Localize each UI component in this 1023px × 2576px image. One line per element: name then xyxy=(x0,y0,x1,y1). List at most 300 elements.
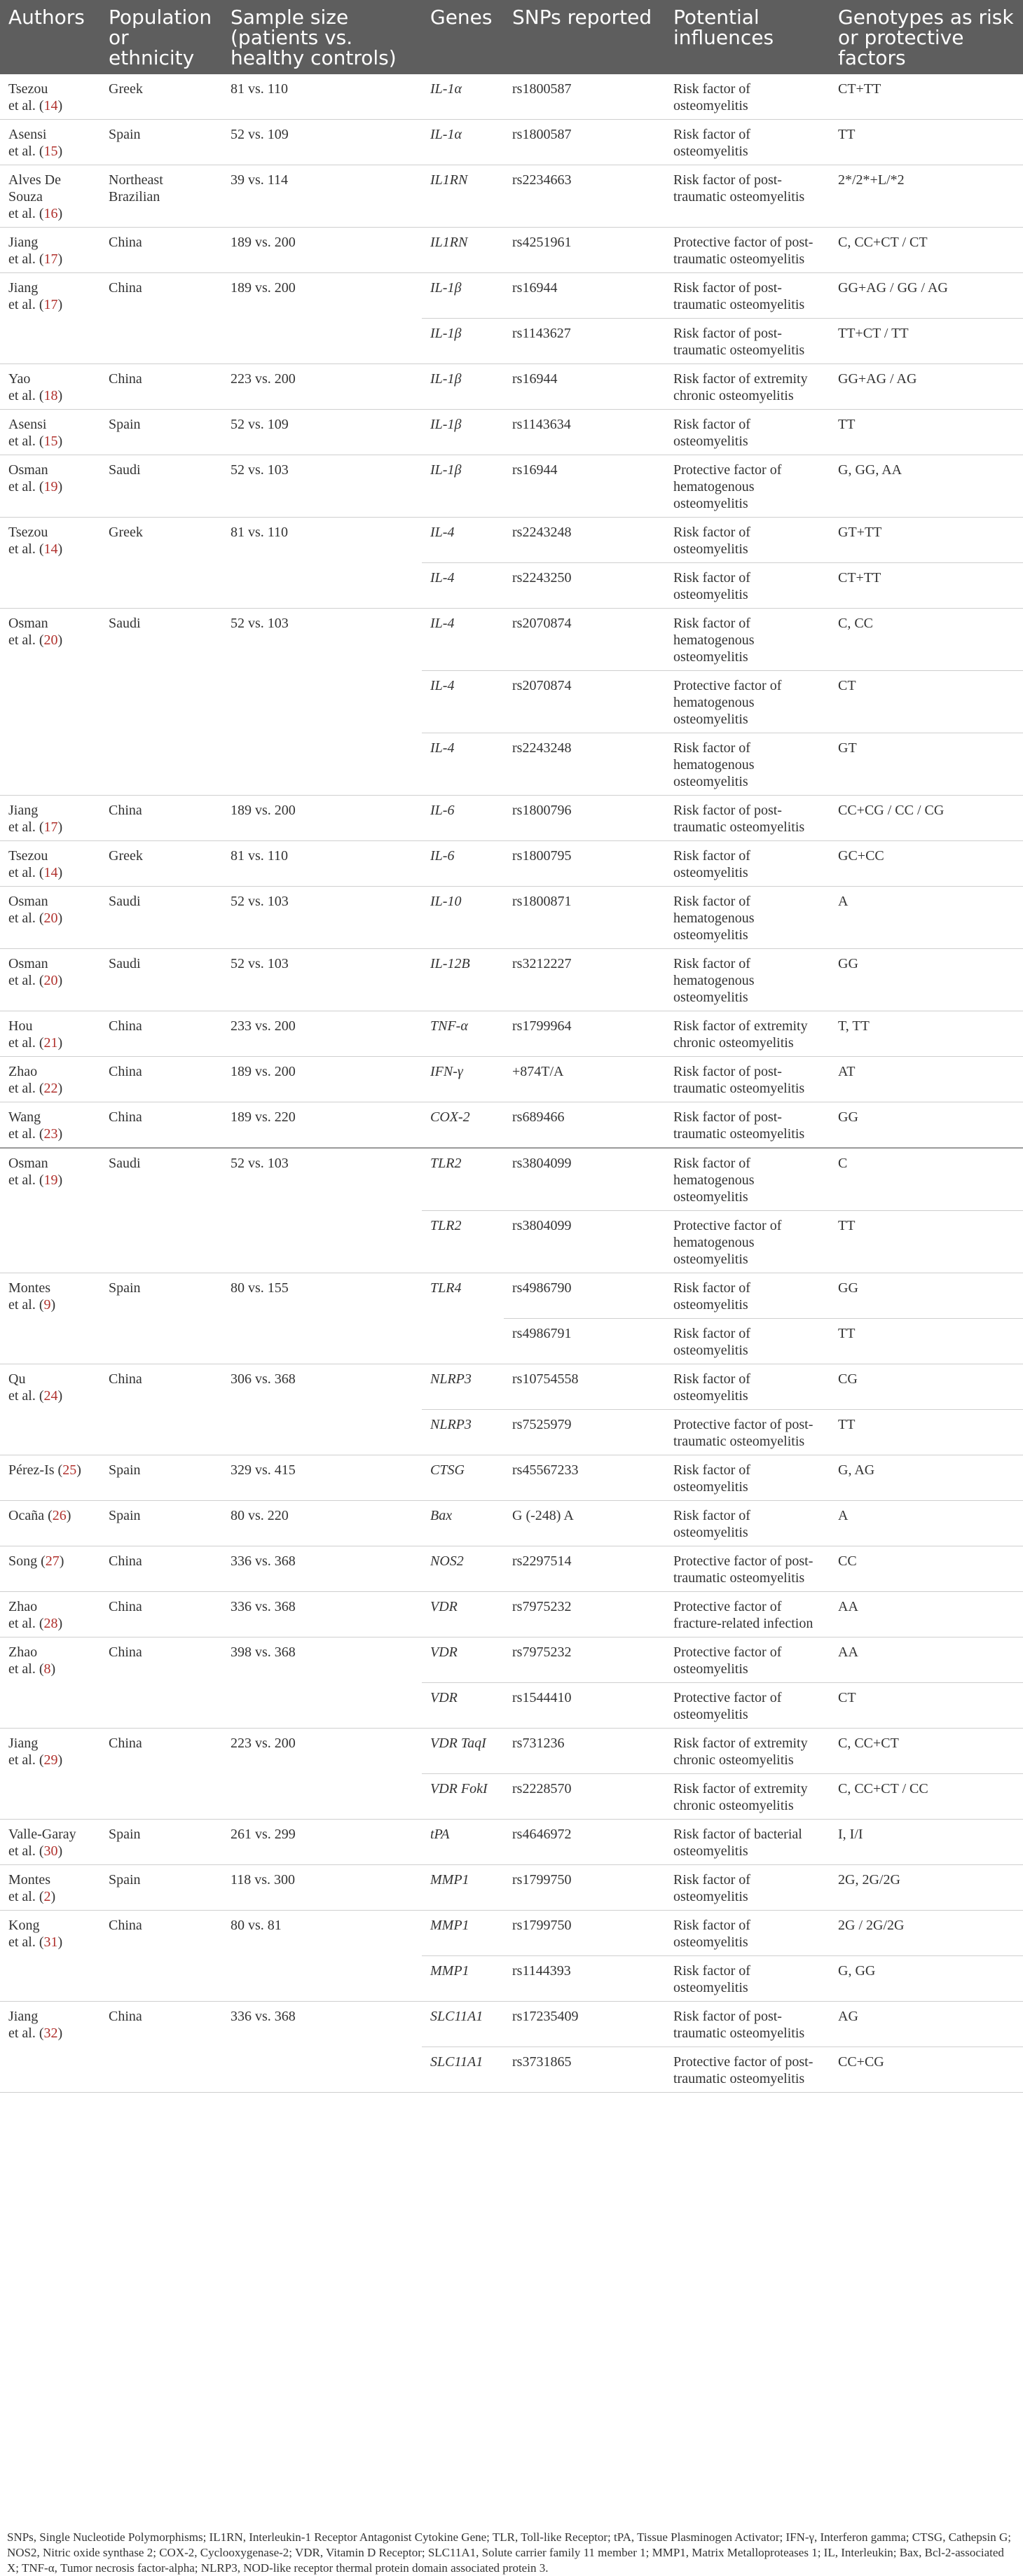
genotype-cell: AT xyxy=(830,1057,1023,1102)
author-cell: Jiang et al. (17) xyxy=(0,796,100,841)
author-name: Song xyxy=(8,1553,38,1569)
gene-cell: IL1RN xyxy=(422,228,504,273)
author-name: Tsezou xyxy=(8,848,48,864)
influence-cell: Risk factor of post-traumatic osteomyelitis xyxy=(665,1057,830,1102)
reference-link[interactable]: 26 xyxy=(52,1508,67,1523)
sample-size-cell: 336 vs. 368 xyxy=(222,1592,422,1637)
influence-cell: Risk factor of extremity chronic osteomyelitis xyxy=(665,364,830,410)
et-al: et al. xyxy=(8,1661,36,1677)
et-al: et al. xyxy=(8,1035,36,1051)
genotype-cell: TT xyxy=(830,1211,1023,1273)
population-cell: Spain xyxy=(100,1501,222,1546)
gene-cell: IL-4 xyxy=(422,563,504,609)
snp-cell: rs4646972 xyxy=(504,1820,665,1865)
sample-size-cell: 336 vs. 368 xyxy=(222,2002,422,2093)
sample-size-cell: 52 vs. 103 xyxy=(222,609,422,796)
gene-cell: CTSG xyxy=(422,1455,504,1501)
sample-size-cell: 261 vs. 299 xyxy=(222,1820,422,1865)
snp-cell: G (-248) A xyxy=(504,1501,665,1546)
header-row xyxy=(0,0,1023,74)
influence-cell: Risk factor of osteomyelitis xyxy=(665,841,830,887)
et-al: et al. xyxy=(8,98,36,113)
author-name: Osman xyxy=(8,1156,48,1171)
sample-size-cell: 52 vs. 103 xyxy=(222,455,422,518)
gene-cell: TNF-α xyxy=(422,1011,504,1057)
sample-size-cell: 223 vs. 200 xyxy=(222,1729,422,1820)
population-cell: China xyxy=(100,1911,222,2002)
gene-cell: Bax xyxy=(422,1501,504,1546)
et-al: et al. xyxy=(8,1126,36,1142)
genotype-cell: I, I/I xyxy=(830,1820,1023,1865)
author-name: Hou xyxy=(8,1018,33,1034)
influence-cell: Risk factor of osteomyelitis xyxy=(665,1319,830,1364)
genotype-cell: GG+AG / GG / AG xyxy=(830,273,1023,319)
gene-cell: MMP1 xyxy=(422,1956,504,2002)
reference-link[interactable]: 15 xyxy=(43,434,58,449)
reference-link[interactable]: 18 xyxy=(43,388,58,403)
table-row xyxy=(0,1637,1023,1683)
author-cell: Montes et al. (9) xyxy=(0,1273,100,1364)
influence-cell: Protective factor of post-traumatic osteomyelitis xyxy=(665,2047,830,2093)
population-cell: Saudi xyxy=(100,1148,222,1273)
genotype-cell: AA xyxy=(830,1637,1023,1683)
author-cell: Montes et al. (2) xyxy=(0,1865,100,1911)
table-row xyxy=(0,1273,1023,1319)
et-al: et al. xyxy=(8,1889,36,1904)
population-cell: Greek xyxy=(100,74,222,120)
population-cell: Saudi xyxy=(100,887,222,949)
gene-cell: TLR2 xyxy=(422,1148,504,1211)
author-name: Yao xyxy=(8,371,31,387)
gene-cell: IL-4 xyxy=(422,609,504,671)
reference-link[interactable]: 17 xyxy=(43,297,58,312)
reference-link[interactable]: 9 xyxy=(43,1297,51,1313)
influence-cell: Protective factor of post-traumatic osteomyelitis xyxy=(665,1410,830,1455)
snp-cell: rs45567233 xyxy=(504,1455,665,1501)
header-snps: SNPs reported xyxy=(504,0,665,74)
author-name: Montes xyxy=(8,1872,50,1888)
gene-cell: IL-12B xyxy=(422,949,504,1011)
influence-cell: Risk factor of osteomyelitis xyxy=(665,1455,830,1501)
gene-cell: IL-1α xyxy=(422,120,504,165)
et-al: et al. xyxy=(8,251,36,267)
reference-link[interactable]: 31 xyxy=(43,1934,58,1950)
sample-size-cell: 118 vs. 300 xyxy=(222,1865,422,1911)
gene-cell: VDR FokI xyxy=(422,1774,504,1820)
author-name: Montes xyxy=(8,1280,50,1296)
population-cell: Spain xyxy=(100,410,222,455)
influence-cell: Protective factor of osteomyelitis xyxy=(665,1683,830,1729)
gene-cell: NLRP3 xyxy=(422,1410,504,1455)
author-name: Asensi xyxy=(8,127,47,142)
snp-cell: rs3212227 xyxy=(504,949,665,1011)
sample-size-cell: 189 vs. 200 xyxy=(222,228,422,273)
et-al: et al. xyxy=(8,632,36,648)
snp-cell: rs2234663 xyxy=(504,165,665,228)
snp-cell: rs1800871 xyxy=(504,887,665,949)
table-row xyxy=(0,949,1023,1011)
genotype-cell: GT xyxy=(830,733,1023,796)
genotype-cell: CT xyxy=(830,1683,1023,1729)
genotype-cell: A xyxy=(830,887,1023,949)
snp-cell: rs1800795 xyxy=(504,841,665,887)
reference-link[interactable]: 8 xyxy=(43,1661,51,1677)
table-row xyxy=(0,1911,1023,1956)
influence-cell: Risk factor of osteomyelitis xyxy=(665,1911,830,1956)
population-cell: China xyxy=(100,1546,222,1592)
et-al: et al. xyxy=(8,1388,36,1404)
author-name: Zhao xyxy=(8,1599,38,1614)
header-authors: Authors xyxy=(0,0,100,74)
gene-cell: IL-1β xyxy=(422,273,504,319)
reference-link[interactable]: 30 xyxy=(43,1843,58,1859)
reference-link[interactable]: 32 xyxy=(43,2026,58,2041)
et-al: et al. xyxy=(8,1081,36,1096)
genotype-cell: G, GG xyxy=(830,1956,1023,2002)
reference-link[interactable]: 20 xyxy=(43,632,58,648)
reference-link[interactable]: 25 xyxy=(62,1462,77,1478)
author-name: Jiang xyxy=(8,803,39,818)
reference-link[interactable]: 17 xyxy=(43,819,58,835)
reference-link[interactable]: 14 xyxy=(43,865,58,880)
author-cell: Pérez-Is (25) xyxy=(0,1455,100,1501)
et-al: et al. xyxy=(8,910,36,926)
gene-cell: IL-4 xyxy=(422,733,504,796)
snp-cell: rs17235409 xyxy=(504,2002,665,2047)
genotype-cell: TT xyxy=(830,410,1023,455)
influence-cell: Risk factor of osteomyelitis xyxy=(665,120,830,165)
sample-size-cell: 223 vs. 200 xyxy=(222,364,422,410)
author-name: Pérez-Is xyxy=(8,1462,55,1478)
sample-size-cell: 336 vs. 368 xyxy=(222,1546,422,1592)
table-row xyxy=(0,1148,1023,1211)
genotype-cell: AA xyxy=(830,1592,1023,1637)
genotype-cell: GC+CC xyxy=(830,841,1023,887)
snp-cell: rs3804099 xyxy=(504,1211,665,1273)
sample-size-cell: 329 vs. 415 xyxy=(222,1455,422,1501)
reference-link[interactable]: 15 xyxy=(43,144,58,159)
genotype-cell: G, GG, AA xyxy=(830,455,1023,518)
genotype-cell: C, CC+CT xyxy=(830,1729,1023,1774)
reference-link[interactable]: 17 xyxy=(43,251,58,267)
author-cell: Jiang et al. (29) xyxy=(0,1729,100,1820)
population-cell: China xyxy=(100,364,222,410)
reference-link[interactable]: 20 xyxy=(43,910,58,926)
snp-cell: rs1800587 xyxy=(504,74,665,120)
table-row xyxy=(0,841,1023,887)
reference-link[interactable]: 22 xyxy=(43,1081,58,1096)
et-al: et al. xyxy=(8,1616,36,1631)
reference-link[interactable]: 27 xyxy=(45,1553,60,1569)
sample-size-cell: 80 vs. 155 xyxy=(222,1273,422,1364)
author-cell: Osman et al. (19) xyxy=(0,455,100,518)
author-cell: Osman et al. (20) xyxy=(0,609,100,796)
table-row xyxy=(0,1455,1023,1501)
table-row xyxy=(0,796,1023,841)
influence-cell: Risk factor of hematogenous osteomyelitis xyxy=(665,949,830,1011)
influence-cell: Risk factor of osteomyelitis xyxy=(665,1865,830,1911)
influence-cell: Risk factor of osteomyelitis xyxy=(665,1364,830,1410)
et-al: et al. xyxy=(8,1934,36,1950)
header-population: Population or ethnicity xyxy=(100,0,222,74)
snp-cell: rs1143634 xyxy=(504,410,665,455)
author-cell: Song (27) xyxy=(0,1546,100,1592)
gene-cell: IL-1β xyxy=(422,410,504,455)
reference-link[interactable]: 16 xyxy=(43,206,58,221)
author-name: Ocaña xyxy=(8,1508,45,1523)
reference-link[interactable]: 19 xyxy=(43,479,58,494)
author-cell: Osman et al. (19) xyxy=(0,1148,100,1273)
sample-size-cell: 52 vs. 109 xyxy=(222,120,422,165)
population-cell: China xyxy=(100,1057,222,1102)
snp-cell: rs1144393 xyxy=(504,1956,665,2002)
table-row xyxy=(0,165,1023,228)
header-genes: Genes xyxy=(422,0,504,74)
influence-cell: Risk factor of osteomyelitis xyxy=(665,74,830,120)
reference-link[interactable]: 14 xyxy=(43,98,58,113)
author-name: Alves De Souza xyxy=(8,172,61,205)
table-row xyxy=(0,1501,1023,1546)
et-al: et al. xyxy=(8,297,36,312)
influence-cell: Risk factor of post-traumatic osteomyelitis xyxy=(665,2002,830,2047)
sample-size-cell: 80 vs. 220 xyxy=(222,1501,422,1546)
population-cell: China xyxy=(100,1364,222,1455)
snp-cell: rs1800796 xyxy=(504,796,665,841)
author-name: Osman xyxy=(8,462,48,478)
gene-cell: NOS2 xyxy=(422,1546,504,1592)
snp-cell: rs1544410 xyxy=(504,1683,665,1729)
sample-size-cell: 81 vs. 110 xyxy=(222,74,422,120)
influence-cell: Protective factor of hematogenous osteomyelitis xyxy=(665,1211,830,1273)
table-row xyxy=(0,1011,1023,1057)
author-cell: Kong et al. (31) xyxy=(0,1911,100,2002)
genotype-cell: C, CC+CT / CC xyxy=(830,1774,1023,1820)
table-row xyxy=(0,410,1023,455)
author-name: Valle-Garay xyxy=(8,1827,76,1842)
author-cell: Jiang et al. (32) xyxy=(0,2002,100,2093)
influence-cell: Protective factor of post-traumatic osteomyelitis xyxy=(665,1546,830,1592)
population-cell: China xyxy=(100,2002,222,2093)
et-al: et al. xyxy=(8,434,36,449)
table-row xyxy=(0,609,1023,671)
et-al: et al. xyxy=(8,144,36,159)
table-body xyxy=(0,74,1023,2093)
sample-size-cell: 233 vs. 200 xyxy=(222,1011,422,1057)
population-cell: Spain xyxy=(100,1273,222,1364)
gene-cell: SLC11A1 xyxy=(422,2047,504,2093)
author-cell: Jiang et al. (17) xyxy=(0,228,100,273)
genotype-cell: CT+TT xyxy=(830,563,1023,609)
gene-cell: COX-2 xyxy=(422,1102,504,1149)
genotype-cell: TT xyxy=(830,120,1023,165)
author-cell: Zhao et al. (22) xyxy=(0,1057,100,1102)
author-cell: Valle-Garay et al. (30) xyxy=(0,1820,100,1865)
influence-cell: Risk factor of post-traumatic osteomyelitis xyxy=(665,273,830,319)
reference-link[interactable]: 2 xyxy=(43,1889,51,1904)
author-cell: Alves De Souza et al. (16) xyxy=(0,165,100,228)
snp-cell: rs4251961 xyxy=(504,228,665,273)
et-al: et al. xyxy=(8,1752,36,1768)
gene-cell: IL-1β xyxy=(422,364,504,410)
snp-cell: rs2243248 xyxy=(504,733,665,796)
table-footnote: SNPs, Single Nucleotide Polymorphisms; IL1RN, Interleukin-1 Receptor Antagonist Cytokine Gene; TLR, Toll-like Receptor; tPA, Tissue Plasminogen Activator; IFN-γ, Interferon gamma; CTSG, Cathepsin G; NOS2, Nitric oxide synthase 2; COX-2, Cyclooxygenase-2; VDR, Vitamin D Receptor; SLC11A1, Solute carrier family 11 member 1; MMP1, Matrix Metalloproteases 1; IL, Interleukin; Bax, Bcl-2-associated X; TNF-α, Tumor necrosis factor-alpha; NLRP3, NOD-like receptor thermal protein domain associated protein 3. xyxy=(7,2530,1011,2575)
genotype-cell: CC+CG xyxy=(830,2047,1023,2093)
table-row xyxy=(0,120,1023,165)
influence-cell: Risk factor of osteomyelitis xyxy=(665,518,830,563)
snp-cell: rs4986790 xyxy=(504,1273,665,1319)
table-row xyxy=(0,364,1023,410)
population-cell: Greek xyxy=(100,841,222,887)
influence-cell: Protective factor of fracture-related infection xyxy=(665,1592,830,1637)
gene-cell: IL-1β xyxy=(422,319,504,364)
author-cell: Tsezou et al. (14) xyxy=(0,841,100,887)
author-cell: Ocaña (26) xyxy=(0,1501,100,1546)
gene-cell: VDR TaqI xyxy=(422,1729,504,1774)
author-name: Osman xyxy=(8,956,48,971)
genotype-cell: GG+AG / AG xyxy=(830,364,1023,410)
population-cell: China xyxy=(100,796,222,841)
gene-cell: TLR2 xyxy=(422,1211,504,1273)
et-al: et al. xyxy=(8,2026,36,2041)
influence-cell: Risk factor of osteomyelitis xyxy=(665,563,830,609)
genotype-cell: TT xyxy=(830,1410,1023,1455)
genotype-cell: GT+TT xyxy=(830,518,1023,563)
population-cell: Spain xyxy=(100,1865,222,1911)
snp-cell: rs16944 xyxy=(504,273,665,319)
influence-cell: Risk factor of osteomyelitis xyxy=(665,1501,830,1546)
sample-size-cell: 189 vs. 200 xyxy=(222,796,422,841)
genotype-cell: AG xyxy=(830,2002,1023,2047)
et-al: et al. xyxy=(8,1297,36,1313)
gene-cell: NLRP3 xyxy=(422,1364,504,1410)
snp-cell: rs7975232 xyxy=(504,1592,665,1637)
genotype-cell: C, CC+CT / CT xyxy=(830,228,1023,273)
gene-cell: SLC11A1 xyxy=(422,2002,504,2047)
gene-cell: MMP1 xyxy=(422,1865,504,1911)
population-cell: China xyxy=(100,1729,222,1820)
sample-size-cell: 52 vs. 103 xyxy=(222,949,422,1011)
snp-cell: rs16944 xyxy=(504,364,665,410)
snp-cell: rs1143627 xyxy=(504,319,665,364)
snp-cell: rs3731865 xyxy=(504,2047,665,2093)
author-cell: Zhao et al. (8) xyxy=(0,1637,100,1729)
reference-link[interactable]: 24 xyxy=(43,1388,58,1404)
et-al: et al. xyxy=(8,541,36,557)
author-cell: Asensi et al. (15) xyxy=(0,410,100,455)
gene-cell: IFN-γ xyxy=(422,1057,504,1102)
author-name: Zhao xyxy=(8,1644,38,1660)
population-cell: China xyxy=(100,228,222,273)
reference-link[interactable]: 21 xyxy=(43,1035,58,1051)
influence-cell: Protective factor of post-traumatic osteomyelitis xyxy=(665,228,830,273)
table-row xyxy=(0,1865,1023,1911)
genotype-cell: GG xyxy=(830,1102,1023,1149)
sample-size-cell: 81 vs. 110 xyxy=(222,518,422,609)
snp-cell: rs1799964 xyxy=(504,1011,665,1057)
influence-cell: Risk factor of osteomyelitis xyxy=(665,1273,830,1319)
sample-size-cell: 52 vs. 103 xyxy=(222,887,422,949)
sample-size-cell: 189 vs. 200 xyxy=(222,1057,422,1102)
influence-cell: Protective factor of osteomyelitis xyxy=(665,1637,830,1683)
reference-link[interactable]: 23 xyxy=(43,1126,58,1142)
population-cell: Saudi xyxy=(100,609,222,796)
influence-cell: Risk factor of extremity chronic osteomyelitis xyxy=(665,1729,830,1774)
sample-size-cell: 39 vs. 114 xyxy=(222,165,422,228)
influence-cell: Risk factor of extremity chronic osteomyelitis xyxy=(665,1774,830,1820)
author-name: Osman xyxy=(8,616,48,631)
sample-size-cell: 189 vs. 200 xyxy=(222,273,422,364)
snp-cell: rs1800587 xyxy=(504,120,665,165)
table-row xyxy=(0,1364,1023,1410)
genotype-cell: 2G, 2G/2G xyxy=(830,1865,1023,1911)
gene-cell: MMP1 xyxy=(422,1911,504,1956)
influence-cell: Risk factor of osteomyelitis xyxy=(665,410,830,455)
reference-link[interactable]: 29 xyxy=(43,1752,58,1768)
influence-cell: Risk factor of post-traumatic osteomyelitis xyxy=(665,319,830,364)
et-al: et al. xyxy=(8,479,36,494)
author-name: Tsezou xyxy=(8,81,48,97)
population-cell: Greek xyxy=(100,518,222,609)
et-al: et al. xyxy=(8,1172,36,1188)
author-cell: Zhao et al. (28) xyxy=(0,1592,100,1637)
population-cell: Spain xyxy=(100,1455,222,1501)
et-al: et al. xyxy=(8,388,36,403)
influence-cell: Risk factor of hematogenous osteomyelitis xyxy=(665,609,830,671)
snp-cell: rs731236 xyxy=(504,1729,665,1774)
snp-cell: rs2243250 xyxy=(504,563,665,609)
snp-cell: rs1799750 xyxy=(504,1865,665,1911)
et-al: et al. xyxy=(8,1843,36,1859)
et-al: et al. xyxy=(8,819,36,835)
reference-link[interactable]: 20 xyxy=(43,973,58,988)
influence-cell: Risk factor of post-traumatic osteomyelitis xyxy=(665,165,830,228)
genotype-cell: C, CC xyxy=(830,609,1023,671)
population-cell: Saudi xyxy=(100,455,222,518)
sample-size-cell: 81 vs. 110 xyxy=(222,841,422,887)
genotype-cell: CG xyxy=(830,1364,1023,1410)
gene-cell: VDR xyxy=(422,1592,504,1637)
gene-cell: IL-6 xyxy=(422,796,504,841)
snp-cell: rs7975232 xyxy=(504,1637,665,1683)
snp-cell: rs2228570 xyxy=(504,1774,665,1820)
genotype-cell: CT xyxy=(830,671,1023,733)
sample-size-cell: 52 vs. 109 xyxy=(222,410,422,455)
reference-link[interactable]: 14 xyxy=(43,541,58,557)
table-row xyxy=(0,455,1023,518)
population-cell: Spain xyxy=(100,1820,222,1865)
gene-cell: VDR xyxy=(422,1683,504,1729)
genotype-cell: A xyxy=(830,1501,1023,1546)
population-cell: China xyxy=(100,1102,222,1149)
table-row xyxy=(0,1729,1023,1774)
genotype-cell: CT+TT xyxy=(830,74,1023,120)
population-cell: China xyxy=(100,1637,222,1729)
genotype-cell: 2*/2*+L/*2 xyxy=(830,165,1023,228)
population-cell: Saudi xyxy=(100,949,222,1011)
gene-cell: IL-6 xyxy=(422,841,504,887)
reference-link[interactable]: 19 xyxy=(43,1172,58,1188)
reference-link[interactable]: 28 xyxy=(43,1616,58,1631)
population-cell: China xyxy=(100,1011,222,1057)
author-name: Wang xyxy=(8,1109,41,1125)
table-row xyxy=(0,2002,1023,2047)
snp-cell: rs2297514 xyxy=(504,1546,665,1592)
author-name: Zhao xyxy=(8,1064,38,1079)
genotype-cell: T, TT xyxy=(830,1011,1023,1057)
influence-cell: Protective factor of hematogenous osteomyelitis xyxy=(665,671,830,733)
gene-cell: VDR xyxy=(422,1637,504,1683)
et-al: et al. xyxy=(8,865,36,880)
